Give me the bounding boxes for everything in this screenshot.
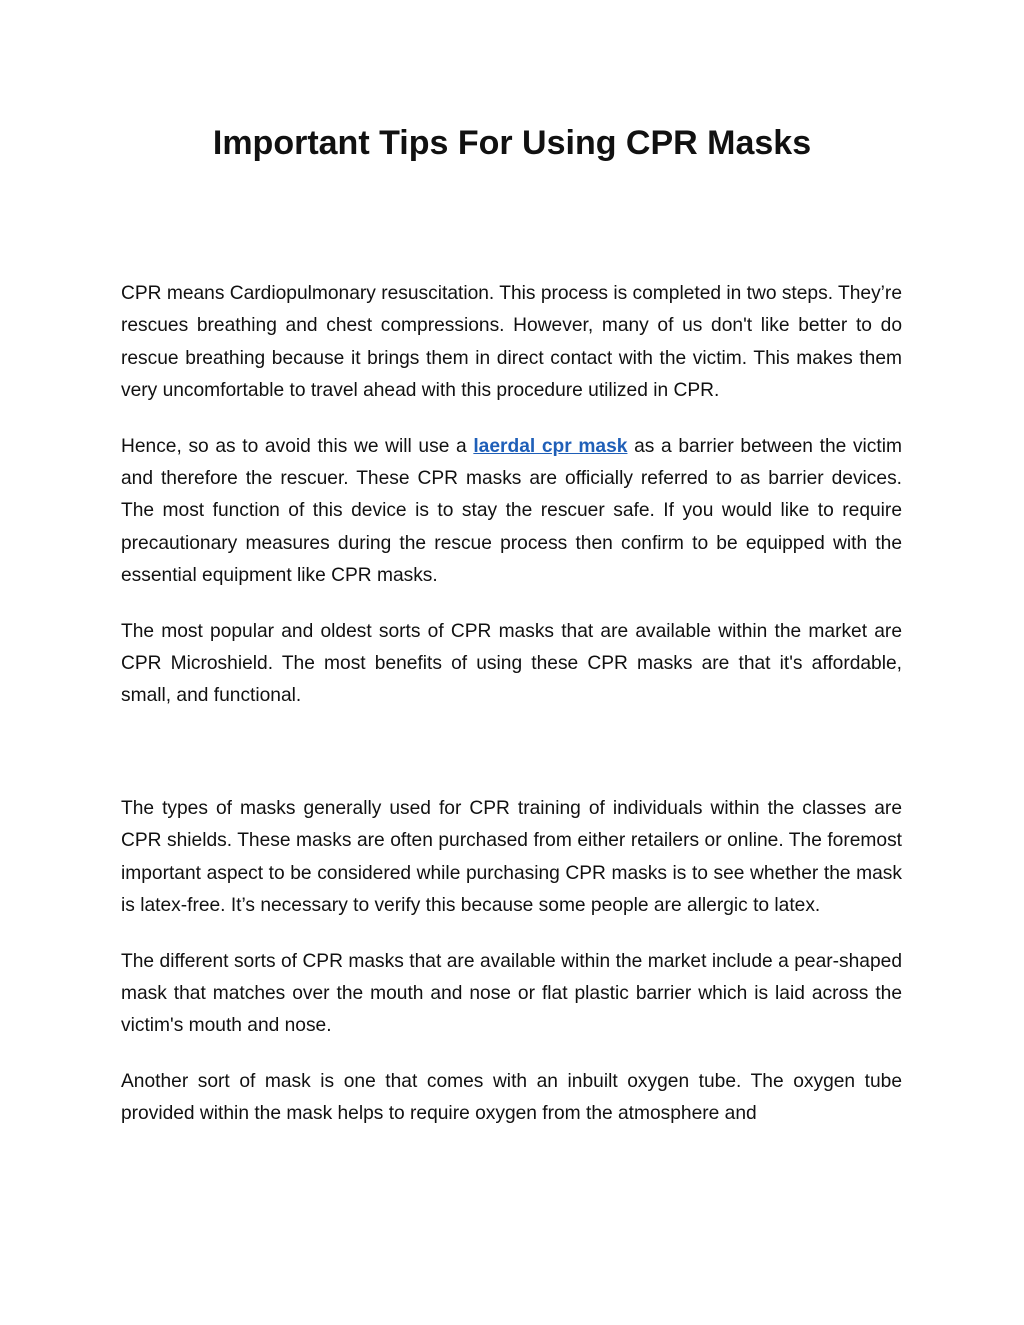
paragraph-cpr-definition: CPR means Cardiopulmonary resuscitation. This process is completed in two steps. They’re rescues breathing and chest compressions. However, many of us don't like better to do rescue breathing because it brings them in direct contact with the victim. This makes them very uncomfortable to travel ahead with this procedure utilized in CPR.: [121, 283, 902, 402]
paragraph-oxygen-tube: Another sort of mask is one that comes with an inbuilt oxygen tube. The oxygen tube provided within the mask helps to require oxygen from the atmosphere and: [121, 1070, 902, 1125]
paragraph-microshield: The most popular and oldest sorts of CPR masks that are available within the market are CPR Microshield. The most benefits of using these CPR masks are that it's affordable, small, and functional.: [121, 620, 902, 707]
paragraph-cpr-shields: The types of masks generally used for CPR training of individuals within the classes are CPR shields. These masks are often purchased from either retailers or online. The foremost important aspect to be considered while purchasing CPR masks is to see whether the mask is latex-free. It’s necessary to verify this because some people are allergic to latex.: [121, 797, 902, 917]
document-body: [121, 278, 902, 1154]
paragraph-text-before-link: Hence, so as to avoid this we will use a: [121, 435, 474, 457]
paragraph-mask-sorts: The different sorts of CPR masks that are available within the market include a pear-shaped mask that matches over the mouth and nose or flat plastic barrier which is laid across the victim's mouth and nose.: [121, 950, 902, 1037]
paragraph-text-after-link: as a barrier between the victim and therefore the rescuer. These CPR masks are officially referred to as barrier devices. The most function of this device is to stay the rescuer safe. If you would like to require precautionary measures during the rescue process then confirm to be equipped with the essential equipment like CPR masks.: [121, 435, 902, 587]
laerdal-cpr-mask-link[interactable]: laerdal cpr mask: [473, 435, 628, 457]
paragraph-barrier-devices: [121, 431, 902, 593]
page-title: Important Tips For Using CPR Masks: [212, 124, 812, 162]
